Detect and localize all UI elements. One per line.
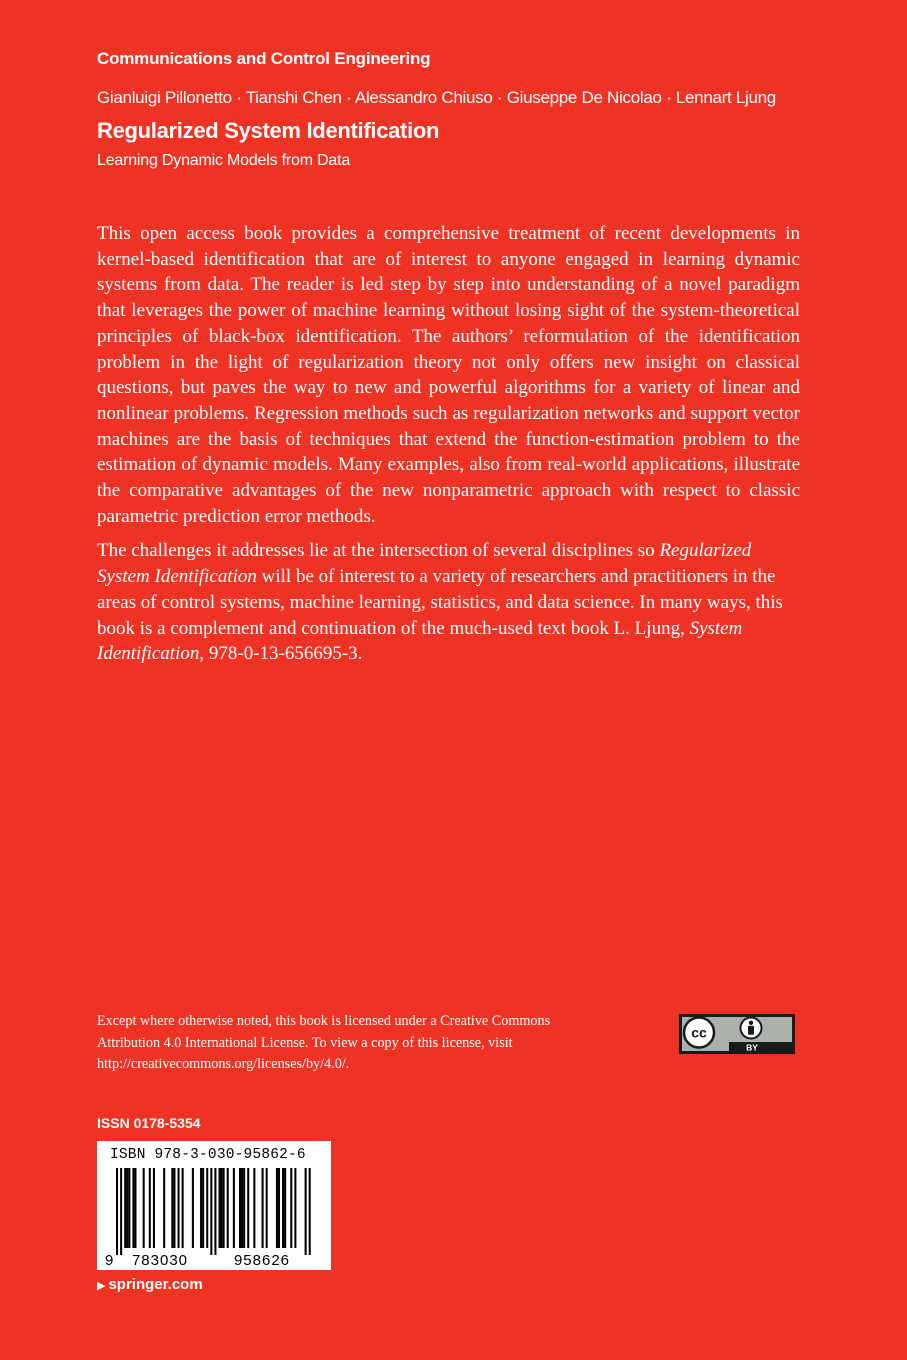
barcode-bar [276, 1168, 278, 1248]
authors: Gianluigi Pillonetto · Tianshi Chen · Alessandro Chiuso · Giuseppe De Nicolao · Lennart Ljung [97, 88, 776, 107]
isbn-label: ISBN 978-3-030-95862-6 [110, 1147, 306, 1163]
publisher-link-text: springer.com [108, 1276, 203, 1293]
barcode-bar [182, 1168, 184, 1248]
description-text: will be of interest to a variety of researchers and practitioners in the areas of control systems, machine learning, statistics, and data science. In many ways, this book is a complement and continuation of the much-used text book L. Ljung, [97, 566, 783, 639]
description-paragraph-2 [97, 538, 800, 667]
barcode-bar [223, 1168, 225, 1248]
by-label: BY [746, 1042, 758, 1053]
book-subtitle: Learning Dynamic Models from Data [97, 152, 351, 169]
barcode-bar [284, 1168, 286, 1248]
barcode [97, 1141, 331, 1270]
barcode-bar [134, 1168, 136, 1248]
barcode-bar [309, 1168, 311, 1255]
description-text: , 978-0-13-656695-3. [199, 643, 363, 665]
issn: ISSN 0178-5354 [97, 1115, 201, 1131]
italic-book-title: Regularized System Identification [97, 540, 752, 588]
barcode-bar [290, 1168, 292, 1248]
barcode-bar [206, 1168, 208, 1248]
barcode-bar [143, 1168, 145, 1248]
cc-logo-text: cc [691, 1024, 707, 1041]
barcode-bars [97, 1141, 331, 1270]
barcode-bar [116, 1168, 118, 1255]
license-notice: Except where otherwise noted, this book is licensed under a Creative Commons Attribution 4.0 International License. To view a copy of this license, visit http://creativecommons.org/licenses/by/4.0/. [97, 1013, 551, 1072]
barcode-bar [163, 1168, 165, 1248]
barcode-bar [262, 1168, 264, 1248]
barcode-digit-prefix: 9 [105, 1252, 114, 1269]
book-title: Regularized System Identification [97, 118, 440, 143]
barcode-bar [171, 1168, 173, 1248]
barcode-bar [210, 1168, 212, 1255]
barcode-bar [192, 1168, 194, 1248]
barcode-bar [227, 1168, 229, 1248]
description-text: The challenges it addresses lie at the intersection of several disciplines so [97, 540, 660, 562]
barcode-bar [221, 1168, 223, 1248]
barcode-bar [305, 1168, 307, 1255]
barcode-bar [120, 1168, 122, 1255]
barcode-bar [239, 1168, 241, 1248]
barcode-bar [173, 1168, 175, 1248]
barcode-bar [282, 1168, 284, 1248]
barcode-digits-right: 958626 [233, 1252, 291, 1269]
arrow-right-icon: ▶ [97, 1280, 106, 1292]
series-name: Communications and Control Engineering [97, 49, 431, 68]
barcode-bar [153, 1168, 155, 1248]
barcode-bar [214, 1168, 216, 1255]
publisher-link[interactable] [97, 1276, 203, 1293]
barcode-bar [241, 1168, 243, 1248]
barcode-bar [266, 1168, 268, 1248]
cc-badge-by-strip [729, 1042, 793, 1053]
italic-book-title: System Identification [97, 617, 743, 665]
barcode-bar [202, 1168, 204, 1248]
cc-by-license-icon[interactable] [679, 1014, 795, 1054]
barcode-bar [149, 1168, 151, 1248]
barcode-bar [243, 1168, 245, 1248]
barcode-bar [178, 1168, 180, 1248]
barcode-bar [294, 1168, 296, 1248]
barcode-bar [253, 1168, 255, 1248]
barcode-bar [219, 1168, 221, 1248]
by-person-body-icon [748, 1026, 754, 1035]
barcode-bar [132, 1168, 134, 1248]
description-paragraph-1: This open access book provides a comprehensive treatment of recent developments in kernel-based identification that are of interest to anyone engaged in learning dynamic systems from data. The reader is led step by step into understanding of a novel paradigm that leverages the power of machine learning without losing sight of the system-theoretical principles of black-box identification. The authors’ reformulation of the identification problem in the light of regularization theory not only offers new insight on classical questions, but paves the way to new and powerful algorithms for a variety of linear and nonlinear problems. Regression methods such as regularization networks and support vector machines are the basis of techniques that extend the function-estimation problem to the estimation of dynamic models. Many examples, also from real-world applications, illustrate the comparative advantages of the new nonparametric approach with respect to classic parametric prediction error methods. [97, 223, 800, 527]
book-description [97, 221, 800, 676]
barcode-bar [126, 1168, 128, 1248]
barcode-bar [200, 1168, 202, 1248]
by-person-head-icon [749, 1021, 753, 1025]
barcode-bar [128, 1168, 130, 1248]
barcode-bar [247, 1168, 249, 1248]
barcode-bar [233, 1168, 235, 1248]
barcode-bar [124, 1168, 126, 1248]
barcode-bar [278, 1168, 280, 1248]
barcode-digits-left: 783030 [131, 1252, 189, 1269]
